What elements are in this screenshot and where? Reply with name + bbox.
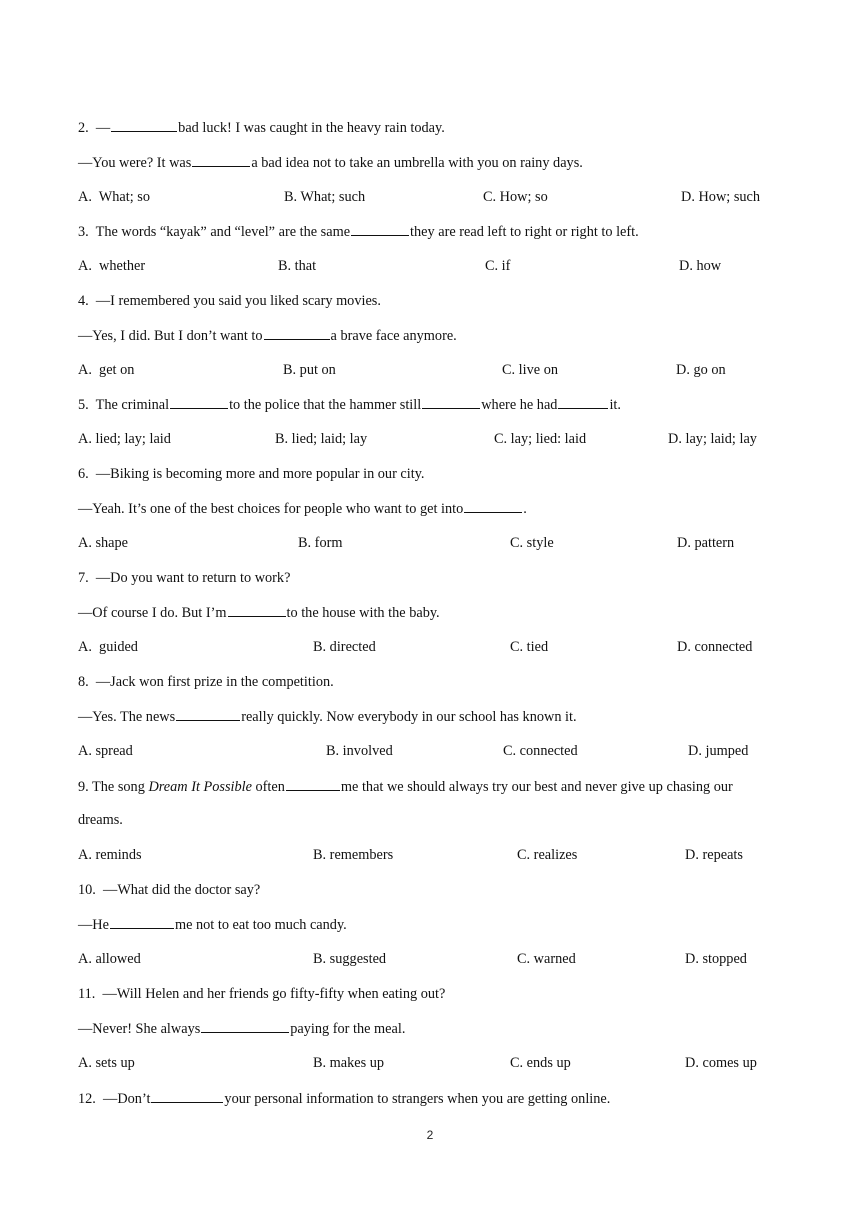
option-d: D. how [679,258,722,274]
option-c: C. connected [503,743,578,759]
option-b: B. What; such [284,189,366,205]
q6-line-1: 6. —Biking is becoming more and more popular in our city. [78,466,425,482]
option-c: C. ends up [510,1055,571,1071]
q8-line-2: —Yes. The news really quickly. Now everybody in our school has known it. [78,709,577,725]
q4-line-1: 4. —I remembered you said you liked scary movies. [78,293,381,309]
q2-line-2: —You were? It was a bad idea not to take an umbrella with you on rainy days. [78,155,583,171]
answer-blank [228,603,286,617]
option-b: B. lied; laid; lay [275,431,368,447]
q4-line-2: —Yes, I did. But I don’t want to a brave face anymore. [78,328,457,344]
option-b: B. suggested [313,951,387,967]
answer-blank [464,499,522,513]
answer-blank [110,915,174,929]
option-a: A. whether [78,258,146,274]
option-c: C. warned [517,951,576,967]
answer-blank [286,777,340,791]
option-b: B. that [278,258,317,274]
option-c: C. How; so [483,189,548,205]
q9-options [78,846,778,864]
q3-line-1: 3. The words “kayak” and “level” are the same they are read left to right or right to left. [78,224,639,240]
answer-blank [264,326,330,340]
q7-options [78,638,778,656]
q11-options [78,1054,778,1072]
option-c: C. tied [510,639,549,655]
option-b: B. remembers [313,847,394,863]
q7-line-1: 7. —Do you want to return to work? [78,570,291,586]
option-d: D. repeats [685,847,743,863]
q7-line-2: —Of course I do. But I’m to the house with the baby. [78,605,440,621]
option-d: D. lay; laid; lay [668,431,757,447]
option-b: B. form [298,535,343,551]
option-d: D. stopped [685,951,747,967]
option-a: A. lied; lay; laid [78,431,171,447]
q3-options [78,257,778,275]
q4-options [78,361,778,379]
q9-line-2: dreams. [78,812,123,828]
q8-line-1: 8. —Jack won first prize in the competition. [78,674,334,690]
option-b: B. put on [283,362,336,378]
q5-options [78,430,778,448]
q9-line-1: 9. The song Dream It Possible often me that we should always try our best and never give up chasing our [78,779,733,795]
option-a: A. reminds [78,847,142,863]
option-d: D. How; such [681,189,761,205]
answer-blank [151,1089,223,1103]
option-c: C. live on [502,362,558,378]
q6-line-2: —Yeah. It’s one of the best choices for people who want to get into . [78,501,527,517]
q12-line-1: 12. —Don’t your personal information to strangers when you are getting online. [78,1091,611,1107]
option-d: D. pattern [677,535,735,551]
q10-line-1: 10. —What did the doctor say? [78,882,261,898]
q10-options [78,950,778,968]
option-c: C. lay; lied: laid [494,431,587,447]
answer-blank [170,395,228,409]
option-b: B. makes up [313,1055,385,1071]
option-a: A. What; so [78,189,151,205]
q11-line-1: 11. —Will Helen and her friends go fifty-fifty when eating out? [78,986,446,1002]
option-a: A. sets up [78,1055,135,1071]
option-b: B. involved [326,743,393,759]
option-d: D. go on [676,362,726,378]
answer-blank [422,395,480,409]
option-a: A. guided [78,639,138,655]
q5-line-1: 5. The criminal to the police that the hammer still where he had it. [78,397,621,413]
answer-blank [558,395,608,409]
answer-blank [201,1019,289,1033]
option-c: C. if [485,258,511,274]
q11-line-2: —Never! She always paying for the meal. [78,1021,406,1037]
q2-options [78,188,778,206]
option-d: D. jumped [688,743,749,759]
answer-blank [351,222,409,236]
option-d: D. comes up [685,1055,757,1071]
q2-line-1: 2. — bad luck! I was caught in the heavy rain today. [78,120,445,136]
q8-options [78,742,778,760]
option-a: A. spread [78,743,133,759]
option-c: C. style [510,535,554,551]
option-a: A. shape [78,535,129,551]
option-a: A. get on [78,362,135,378]
answer-blank [176,707,240,721]
page-number: 2 [426,1128,434,1142]
option-b: B. directed [313,639,376,655]
q6-options [78,534,778,552]
answer-blank [111,118,177,132]
q10-line-2: —He me not to eat too much candy. [78,917,347,933]
answer-blank [192,153,250,167]
option-d: D. connected [677,639,753,655]
option-c: C. realizes [517,847,578,863]
song-title: Dream It Possible [148,779,252,795]
option-a: A. allowed [78,951,141,967]
